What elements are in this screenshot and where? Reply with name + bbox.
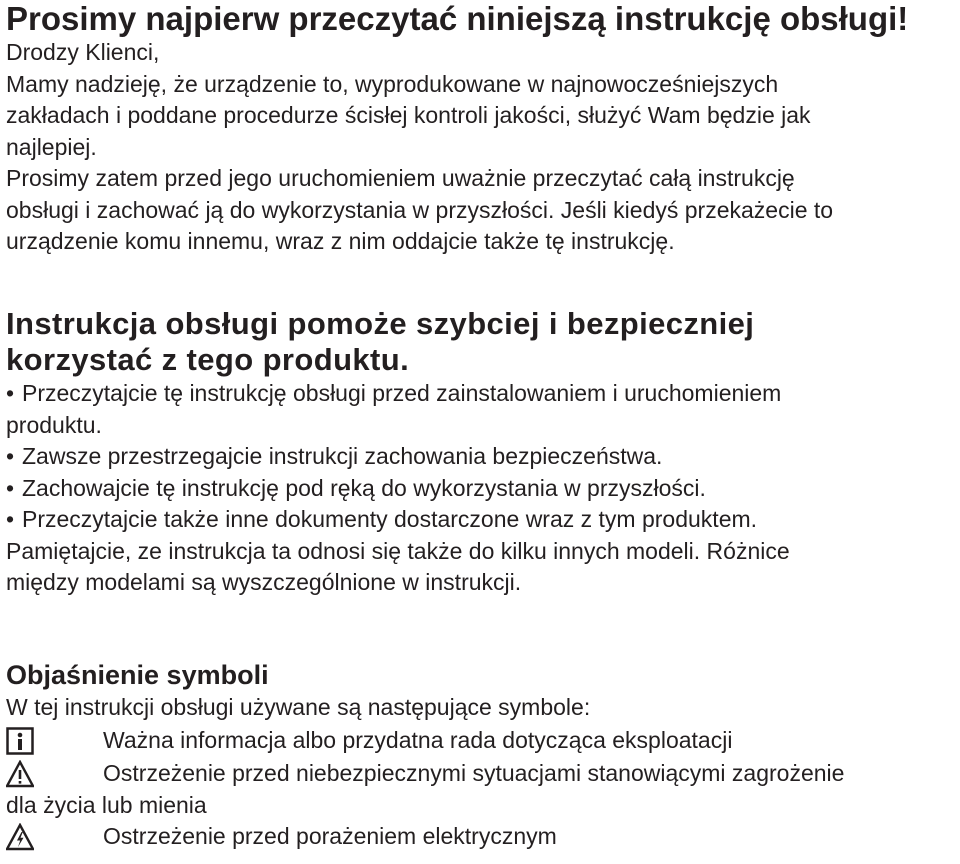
symbol-row-warning: [6, 757, 845, 790]
symbol-description-continuation: dla życia lub mienia: [6, 791, 207, 818]
page-title-text: Prosimy najpierw przeczytać niniejszą instrukcję obsługi!: [6, 0, 909, 37]
bullet-text: Zachowajcie tę instrukcję pod ręką do wykorzystania w przyszłości.: [22, 474, 706, 501]
intro-paragraph: [6, 37, 958, 258]
intro-line: Prosimy zatem przed jego uruchomieniem uważnie przeczytać całą instrukcję: [6, 165, 795, 191]
intro-line: zakładach i poddane procedurze ścisłej kontroli jakości, służyć Wam będzie jak: [6, 102, 811, 128]
symbols-intro: W tej instrukcji obsługi używane są następujące symbole:: [6, 694, 591, 720]
models-note-line: między modelami są wyszczególnione w instrukcji.: [6, 569, 522, 595]
intro-line: Mamy nadzieję, że urządzenie to, wyprodukowane w najnowocześniejszych: [6, 70, 779, 97]
info-icon: [6, 727, 34, 755]
symbol-description: Ostrzeżenie przed niebezpiecznymi sytuacjami stanowiącymi zagrożenie: [103, 759, 845, 786]
electric-shock-icon: [6, 823, 34, 851]
usage-section: [6, 306, 790, 599]
usage-heading-line: Instrukcja obsługi pomoże szybciej i bezpieczniej: [6, 306, 755, 341]
warning-icon: [6, 760, 34, 788]
bullet-continuation: produktu.: [6, 411, 102, 438]
page-title: [6, 0, 958, 37]
models-note-line: Pamiętajcie, ze instrukcja ta odnosi się także do kilku innych modeli. Różnice: [6, 537, 790, 564]
bullet-item: [6, 473, 790, 505]
symbols-section: [6, 658, 845, 853]
bullet-text: Przeczytajcie także inne dokumenty dostarczone wraz z tym produktem.: [22, 506, 758, 532]
symbol-description: Ostrzeżenie przed porażeniem elektrycznym: [103, 822, 557, 849]
intro-line: Drodzy Klienci,: [6, 39, 160, 65]
bullet-item: [6, 441, 790, 473]
intro-line: obsługi i zachować ją do wykorzystania w przyszłości. Jeśli kiedyś przekażecie to: [6, 196, 834, 223]
bullet-text: Zawsze przestrzegajcie instrukcji zachowania bezpieczeństwa.: [22, 443, 663, 469]
document-page: [6, 0, 958, 849]
symbol-row-info: [6, 724, 733, 757]
symbol-row-electric: [6, 820, 590, 853]
usage-heading-line: korzystać z tego produktu.: [6, 342, 410, 377]
intro-line: najlepiej.: [6, 133, 97, 160]
bullet-item: [6, 504, 790, 536]
symbol-description: Ważna informacja albo przydatna rada dotycząca eksploatacji: [103, 726, 733, 753]
intro-line: urządzenie komu innemu, wraz z nim oddajcie także tę instrukcję.: [6, 228, 675, 254]
usage-heading: [6, 306, 790, 378]
bullet-text: Przeczytajcie tę instrukcję obsługi przed zainstalowaniem i uruchomieniem: [22, 380, 782, 406]
symbols-heading: Objaśnienie symboli: [6, 660, 269, 690]
bullet-item: [6, 378, 790, 410]
